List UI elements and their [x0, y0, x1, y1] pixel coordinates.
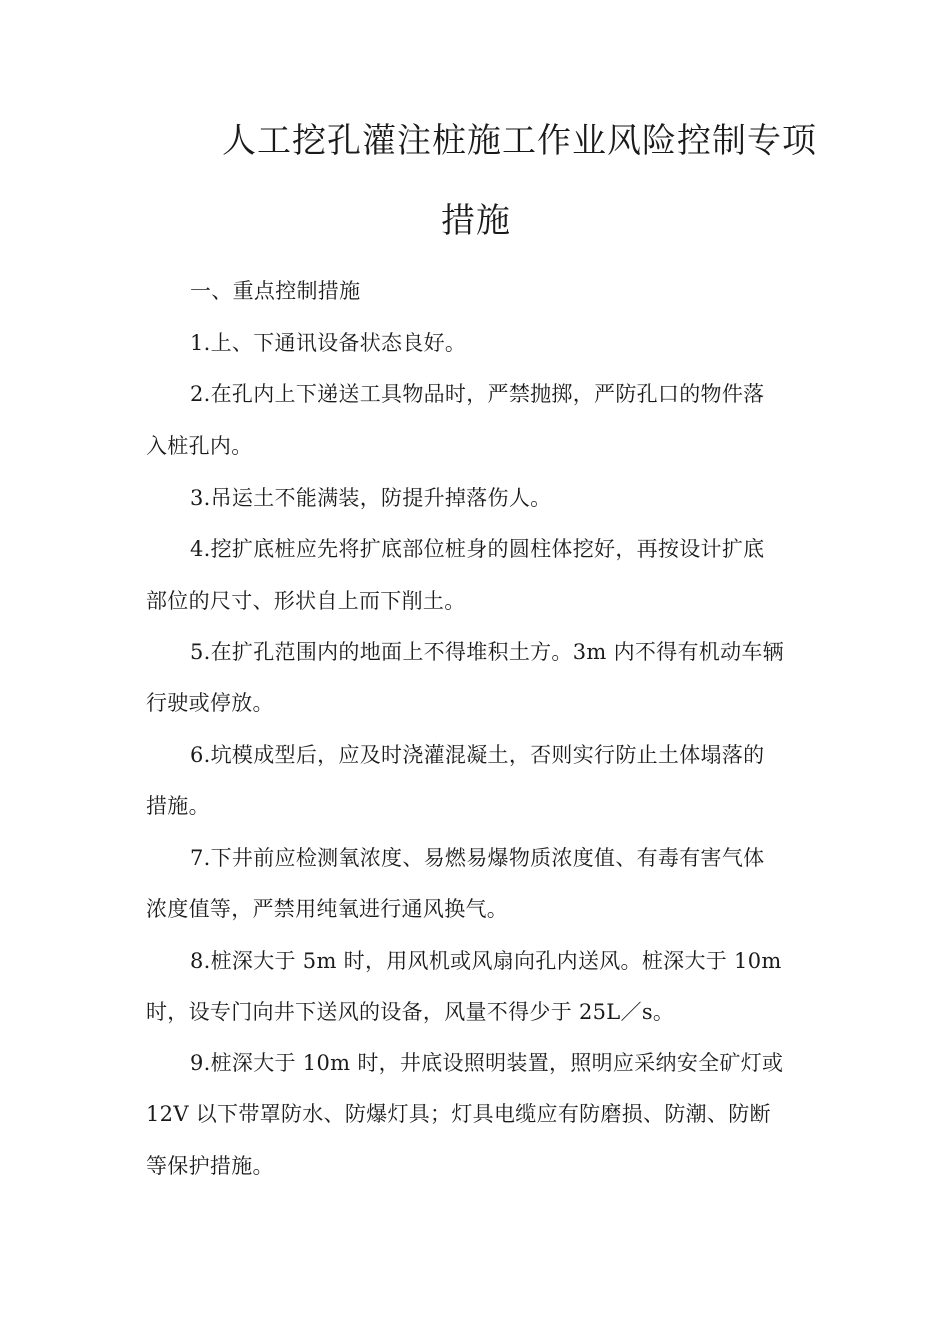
item-2-line-1: 2.在孔内上下递送工具物品时，严禁抛掷，严防孔口的物件落	[190, 382, 765, 406]
item-7-line-1: 7.下井前应检测氧浓度、易燃易爆物质浓度值、有毒有害气体	[190, 846, 765, 870]
item-8-line-2: 时，设专门向井下送风的设备，风量不得少于 25L／s。	[146, 1000, 675, 1024]
item-5-line-1: 5.在扩孔范围内的地面上不得堆积土方。3m 内不得有机动车辆	[190, 640, 784, 664]
section-heading: 一、重点控制措施	[190, 279, 361, 303]
item-9-line-1: 9.桩深大于 10m 时，井底设照明装置，照明应采纳安全矿灯或	[190, 1051, 784, 1075]
document-title-line-2: 措施	[441, 201, 511, 241]
item-5-line-2: 行驶或停放。	[146, 691, 274, 715]
item-4-line-2: 部位的尺寸、形状自上而下削土。	[146, 589, 466, 613]
item-1-line-1: 1.上、下通讯设备状态良好。	[190, 331, 467, 355]
item-9-line-3: 等保护措施。	[146, 1154, 274, 1178]
document-title-line-1: 人工挖孔灌注桩施工作业风险控制专项	[222, 121, 817, 161]
item-6-line-2: 措施。	[146, 794, 210, 818]
item-2-line-2: 入桩孔内。	[146, 434, 253, 458]
item-7-line-2: 浓度值等，严禁用纯氧进行通风换气。	[146, 897, 509, 921]
item-8-line-1: 8.桩深大于 5m 时，用风机或风扇向孔内送风。桩深大于 10m	[190, 949, 782, 973]
item-4-line-1: 4.挖扩底桩应先将扩底部位桩身的圆柱体挖好，再按设计扩底	[190, 537, 765, 561]
item-9-line-2: 12V 以下带罩防水、防爆灯具；灯具电缆应有防磨损、防潮、防断	[146, 1102, 771, 1126]
item-3-line-1: 3.吊运土不能满装，防提升掉落伤人。	[190, 486, 552, 510]
item-6-line-1: 6.坑模成型后，应及时浇灌混凝土，否则实行防止土体塌落的	[190, 743, 765, 767]
